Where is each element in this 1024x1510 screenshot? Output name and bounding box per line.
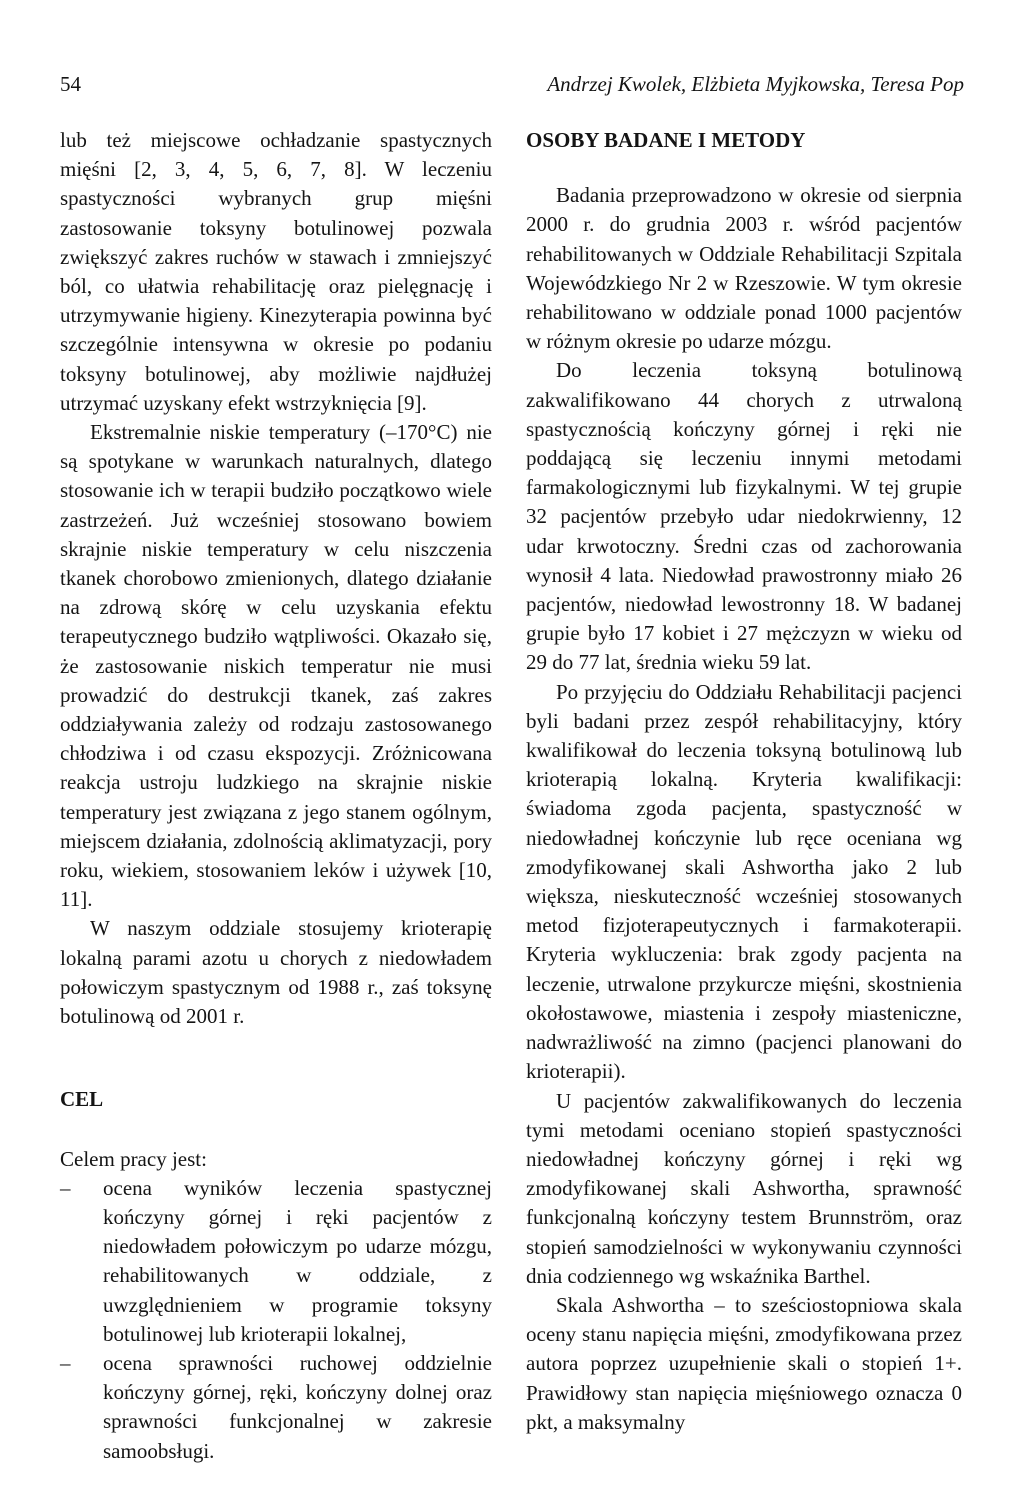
paragraph: Po przyjęciu do Oddziału Rehabilitacji pacjenci byli badani przez zespół rehabilitacyjny, który kwalifikował do leczenia toksyną botulinową lub krioterapią lokalną. Kryteria kwalifikacji: świadoma zgoda pacjenta, spastyczność w niedowładnej kończynie lub ręce oceniana wg zmodyfikowanej skali Ashwortha jako 2 lub większa, nieskuteczność wcześniej stosowanych metod fizjoterapeutycznych i farmakoterapii. Kryteria wykluczenia: brak zgody pacjenta na leczenie, utrwalone przykurcze mięśni, skostnienia okołostawowe, miastenia i zespoły miasteniczne, nadwrażliwość na zimno (pacjenci planowani do krioterapii). — [526, 679, 962, 1084]
goals-list — [60, 1174, 492, 1466]
paragraph: lub też miejscowe ochładzanie spastycznych mięśni [2, 3, 4, 5, 6, 7, 8]. W leczeniu spastyczności wybranych grup mięśni zastosowanie toksyny botulinowej pozwala zwiększyć zakres ruchów w stawach i zmniejszyć ból, co ułatwia rehabilitację oraz pielęgnację i utrzymywanie higieny. Kinezyterapia powinna być szczególnie intensywna w okresie po podaniu toksyny botulinowej, aby możliwie najdłużej utrzymać uzyskany efekt wstrzyknięcia [9]. — [60, 128, 492, 415]
left-column — [60, 126, 492, 1466]
paragraph: Badania przeprowadzono w okresie od sierpnia 2000 r. do grudnia 2003 r. wśród pacjentów rehabilitowanych w Oddziale Rehabilitacji Szpitala Wojewódzkiego Nr 2 w Rzeszowie. W tym okresie rehabilitowano w oddziale ponad 1000 pacjentów w różnym okresie po udarze mózgu. — [526, 183, 962, 354]
paragraph: Celem pracy jest: — [60, 1146, 207, 1171]
paragraph: Skala Ashwortha – to sześciostopniowa skala oceny stanu napięcia mięśni, zmodyfikowana przez autora poprzez uzupełnienie skali o stopień 1+. Prawidłowy stan napięcia mięśniowego oznacza 0 pkt, a maksymalny — [526, 1292, 962, 1434]
list-item-text: ocena sprawności ruchowej oddzielnie kończyny górnej, ręki, kończyny dolnej oraz sprawności funkcjonalnej w zakresie samoobsługi. — [103, 1350, 492, 1463]
paragraph: W naszym oddziale stosujemy krioterapię lokalną parami azotu u chorych z niedowładem połowiczym spastycznym od 1988 r., zaś toksynę botulinową od 2001 r. — [60, 916, 492, 1029]
running-head-authors: Andrzej Kwolek, Elżbieta Myjkowska, Teresa Pop — [547, 72, 964, 96]
paragraph: Do leczenia toksyną botulinową zakwalifikowano 44 chorych z utrwaloną spastycznością kończyny górnej i ręki nie poddającą się leczeniu innymi metodami farmakologicznymi lub fizykalnymi. W tej grupie 32 pacjentów przebyło udar niedokrwienny, 12 udar krwotoczny. Średni czas od zachorowania wynosił 4 lata. Niedowład prawostronny miało 26 pacjentów, niedowład lewostronny 18. W badanej grupie było 17 kobiet i 27 mężczyzn w wieku od 29 do 77 lat, średnia wieku 59 lat. — [526, 358, 962, 675]
list-item-text: ocena wyników leczenia spastycznej kończyny górnej i ręki pacjentów z niedowładem połowiczym po udarze mózgu, rehabilitowanych w oddziale, z uwzględnieniem w programie toksyny botulinowej lub krioterapii lokalnej, — [103, 1175, 492, 1346]
section-heading-methods: OSOBY BADANE I METODY — [526, 128, 806, 152]
page-number: 54 — [60, 72, 81, 96]
list-item — [60, 1349, 492, 1466]
section-heading-cel: CEL — [60, 1087, 104, 1112]
right-column — [526, 126, 962, 1437]
paragraph: Ekstremalnie niskie temperatury (–170°C) nie są spotykane w warunkach naturalnych, dlatego stosowanie ich w terapii budziło początkowo wiele zastrzeżeń. Już wcześniej stosowano bowiem skrajnie niskie temperatury w celu niszczenia tkanek chorobowo zmienionych, dlatego działanie na zdrową skórę w celu uzyskania efektu terapeutycznego budziło wątpliwości. Okazało się, że zastosowanie niskich temperatur nie musi prowadzić do destrukcji tkanek, zaś zakres oddziaływania zależy od rodzaju zastosowanego chłodziwa i od czasu ekspozycji. Zróżnicowana reakcja ustroju ludzkiego na skrajnie niskie temperatury jest związana z jego stanem ogólnym, miejscem działania, zdolnością aklimatyzacji, pory roku, wiekiem, stosowaniem leków i używek [10, 11]. — [60, 420, 492, 912]
dash-bullet: – — [60, 1350, 71, 1375]
page-header — [60, 72, 964, 102]
paragraph: U pacjentów zakwalifikowanych do leczenia tymi metodami oceniano stopień spastyczności niedowładnej kończyny górnej i ręki wg zmodyfikowanej skali Ashwortha, sprawność funkcjonalną kończyny testem Brunnström, oraz stopień samodzielności w wykonywaniu czynności dnia codziennego wg wskaźnika Barthel. — [526, 1088, 962, 1288]
list-item — [60, 1174, 492, 1349]
dash-bullet: – — [60, 1175, 71, 1200]
